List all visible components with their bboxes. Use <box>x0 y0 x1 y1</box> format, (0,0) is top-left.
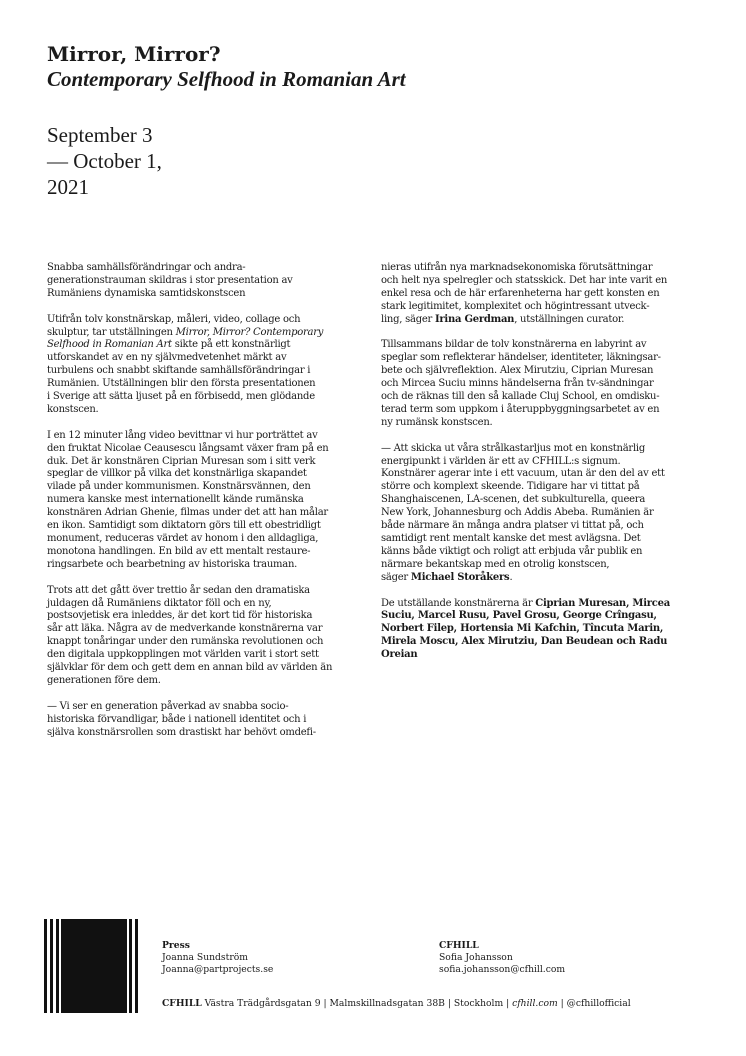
curator-name: Irina Gerdman <box>434 313 515 325</box>
paragraph: Utifrån tolv konstnärskap, måleri, video, collage och skulptur, tar utställningen Mirror, Mirror? Contemporary Selfhood in Romanian Art sikte på ett konstnärligt utforskandet av en ny självmedvetenhet märkt av turbulens och snabbt skiftande samhällsförändringar i Rumänien. Utställningen blir den första presentationen i Sverige att sätta ljuset på en förbisedd, men glödande konstscen. <box>47 313 324 415</box>
paragraph: Snabba samhällsförändringar och andra- generationstrauman skildras i stor presentation av Rumäniens dynamiska samtidskonstscen <box>47 262 293 299</box>
exhibition-title: Mirror, Mirror? <box>47 42 221 66</box>
website-link[interactable]: cfhill.com <box>512 998 558 1009</box>
body-column-left <box>47 262 365 752</box>
press-name: Joanna Sundström <box>162 952 248 963</box>
gallery-name: Sofia Johansson <box>439 952 513 963</box>
gallery-contact <box>439 940 565 976</box>
press-email[interactable]: Joanna@partprojects.se <box>162 964 274 975</box>
press-heading: Press <box>162 940 190 951</box>
body-column-right <box>381 262 699 675</box>
paragraph: — Vi ser en generation påverkad av snabba socio- historiska förvandligar, både i nationell identitet och i själva konstnärsrollen som drastiskt har behövt omdefi- <box>47 700 316 738</box>
social-handle[interactable]: | @cfhillofficial <box>557 998 631 1009</box>
exhibition-subtitle: Contemporary Selfhood in Romanian Art <box>47 67 406 91</box>
press-contact <box>162 940 273 976</box>
footer-address <box>162 998 631 1010</box>
paragraph: Trots att det gått över trettio år sedan den dramatiska juldagen då Rumäniens diktator föll och en ny, postsovjetisk era inleddes, är det kort tid för historiska sår att läka. Några av de medverkande konstnärerna var knappt tonåringar under den rumänska revolutionen och den digitala uppkopplingen mot världen varit i stort sett självklar för dem och gett dem en annan bild av världen än generationen före dem. <box>47 584 333 686</box>
paragraph: nieras utifrån nya marknadsekonomiska förutsättningar och helt nya spelregler och statsskick. Det har inte varit en enkel resa och de här erfarenheterna har gett konsten en stark legitimitet, komplexitet och högintressant utveck- ling, säger Irina Gerdman, utställningen curator. <box>381 262 668 325</box>
date-line: 2021 <box>47 175 89 199</box>
gallery-email[interactable]: sofia.johansson@cfhill.com <box>439 964 566 975</box>
paragraph: I en 12 minuter lång video bevittnar vi hur porträttet av den fruktat Nicolae Ceausescu långsamt växer fram på en duk. Det är konstnären Ciprian Muresan som i sitt verk speglar de villkor på vilka det konstnärliga skapandet vilade på under kommunismen. Konstnärsvännen, den numera kanske mest internationellt kände rumänska konstnären Adrian Ghenie, filmas under det att han målar en ikon. Samtidigt som diktatorn görs till ett obestridligt monument, reduceras värdet av honom i den alldagliga, monotona handlingen. En bild av ett mentalt restaure- ringsarbete och bearbetning av historiska trauman. <box>47 429 329 570</box>
brand-name: CFHILL <box>162 998 202 1009</box>
exhibition-dates <box>47 122 247 200</box>
title-block <box>47 42 687 91</box>
cfhill-logo-icon <box>44 919 138 1013</box>
paragraph: Tillsammans bildar de tolv konstnärerna en labyrint av speglar som reflekterar händelser, identiteter, läkningsar- bete och självreflektion. Alex Mirutziu, Ciprian Muresan och Mircea Suciu minns händelserna från tv-sändningar och de räknas till den så kallade Cluj School, en omdisku- terad term som uppkom i återuppbyggningsarbetet av en ny rumänsk konstscen. <box>381 339 661 428</box>
artist-list: Ciprian Muresan, Mircea Suciu, Marcel Rusu, Pavel Grosu, George Crîngasu, Norbert Filep, Hortensia Mi Kafchin, Tîncuta Marin, Mirela Moscu, Alex Mirutziu, Dan Beudean och Radu Oreian <box>381 597 670 661</box>
gallery-heading: CFHILL <box>439 940 479 951</box>
address-text: Västra Trädgårdsgatan 9 | Malmskillnadsgatan 38B | Stockholm | <box>204 998 513 1009</box>
paragraph: De utställande konstnärerna är Ciprian Muresan, Mircea Suciu, Marcel Rusu, Pavel Grosu, George Crîngasu, Norbert Filep, Hortensia Mi Kafchin, Tîncuta Marin, Mirela Moscu, Alex Mirutziu, Dan Beudean och Radu Oreian <box>381 597 670 661</box>
paragraph: — Att skicka ut våra strålkastarljus mot en konstnärlig energipunkt i världen är ett av CFHILL:s signum. Konstnärer agerar inte i ett vacuum, utan är den del av ett större och komplext skeende. Tidigare har vi tittat på Shanghaiscenen, LA-scenen, det subkulturella, queera New York, Johannesburg och Addis Abeba. Rumänien är både närmare än många andra platser vi tittat på, och samtidigt rent mentalt kanske det mest avlägsna. Det känns både viktigt och roligt att erbjuda vår publik en närmare bekantskap med en otrolig konstscen, säger Michael Storåkers. <box>381 442 665 583</box>
date-line: — October 1, <box>47 149 162 173</box>
director-name: Michael Storåkers <box>410 571 510 583</box>
date-line: September 3 <box>47 123 153 147</box>
